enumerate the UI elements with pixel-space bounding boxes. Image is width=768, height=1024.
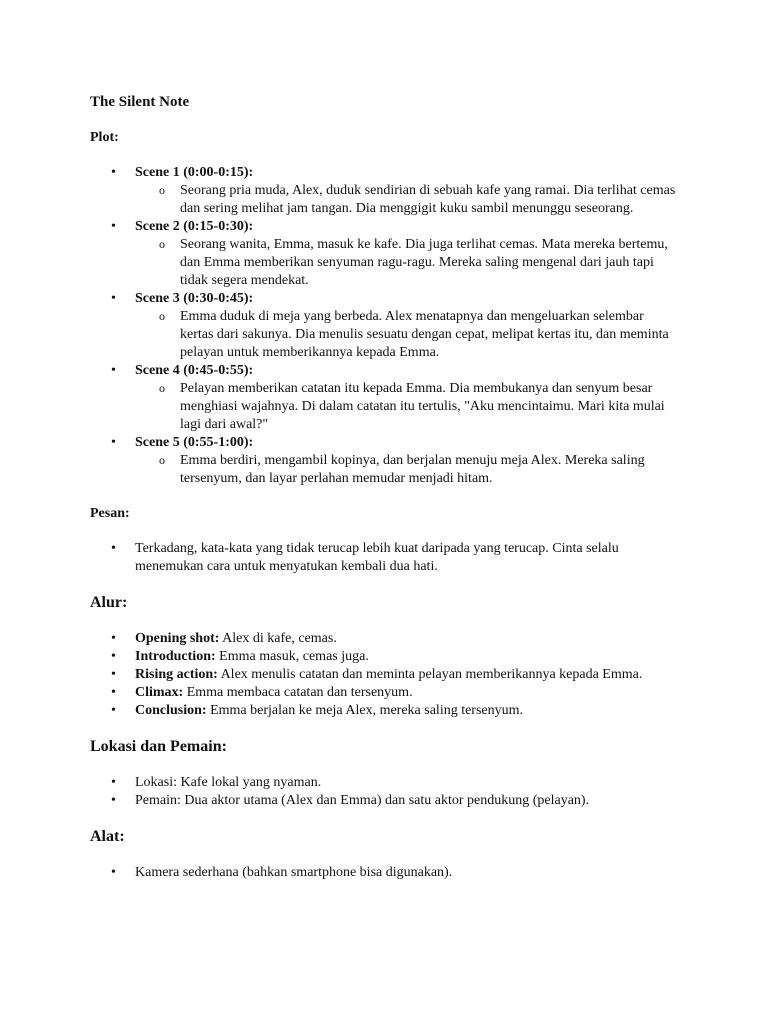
scene-heading: Scene 2 (0:15-0:30):: [135, 219, 254, 234]
alur-term: Rising action:: [135, 667, 218, 682]
lokasi-heading: Lokasi dan Pemain:: [90, 738, 227, 755]
scene-heading: Scene 4 (0:45-0:55):: [135, 363, 254, 378]
scene-detail: o Pelayan memberikan catatan itu kepada Emma. Dia membukanya dan senyum besar menghiasi wajahnya. Di dalam catatan itu tertulis, "Aku mencintaimu. Mari kita mulai lagi dari awal?": [135, 380, 680, 434]
scene-detail: o Emma berdiri, mengambil kopinya, dan berjalan menuju meja Alex. Mereka saling tersenyum, dan layar perlahan memudar menjadi hitam.: [135, 452, 680, 488]
alur-heading: Alur:: [90, 594, 128, 611]
pesan-list: [90, 540, 690, 576]
pemain-item: • Pemain: Dua aktor utama (Alex dan Emma) dan satu aktor pendukung (pelayan).: [90, 792, 690, 810]
pesan-label: Pesan:: [90, 506, 130, 521]
alur-item: [90, 648, 645, 666]
plot-scene-list: [90, 164, 690, 488]
alur-text: Emma masuk, cemas juga.: [215, 649, 369, 664]
scene-heading: Scene 3 (0:30-0:45):: [135, 291, 254, 306]
scene-detail: o Seorang wanita, Emma, masuk ke kafe. Dia juga terlihat cemas. Mata mereka bertemu, dan Emma memberikan senyuman ragu-ragu. Mereka saling mengenal dari jauh tapi tidak segera mendekat.: [135, 236, 680, 290]
alur-text: Alex di kafe, cemas.: [219, 631, 337, 646]
alat-list: [90, 864, 690, 882]
alat-item: • Kamera sederhana (bahkan smartphone bisa digunakan).: [90, 864, 690, 882]
scene-detail-list: [135, 236, 690, 290]
scene-detail-list: [135, 452, 690, 488]
scene-item: [90, 218, 690, 290]
scene-heading: Scene 5 (0:55-1:00):: [135, 435, 254, 450]
alat-heading: Alat:: [90, 828, 125, 845]
scene-heading: Scene 1 (0:00-0:15):: [135, 165, 254, 180]
scene-detail-list: [135, 182, 690, 218]
alur-text: Emma membaca catatan dan tersenyum.: [183, 685, 413, 700]
scene-item: [90, 362, 690, 434]
alur-text: Emma berjalan ke meja Alex, mereka saling tersenyum.: [206, 703, 524, 718]
alur-term: Conclusion:: [135, 703, 207, 718]
alur-item: [90, 702, 645, 720]
lokasi-item: • Lokasi: Kafe lokal yang nyaman.: [90, 774, 690, 792]
pesan-item: • Terkadang, kata-kata yang tidak terucap lebih kuat daripada yang terucap. Cinta selalu menemukan cara untuk menyatukan kembali dua hati.: [90, 540, 665, 576]
scene-item: [90, 434, 690, 488]
alur-term: Climax:: [135, 685, 184, 700]
document-page: [90, 92, 690, 882]
alur-item: [90, 684, 645, 702]
scene-detail: o Seorang pria muda, Alex, duduk sendirian di sebuah kafe yang ramai. Dia terlihat cemas dan sering melihat jam tangan. Dia menggigit kuku sambil menunggu seseorang.: [135, 182, 680, 218]
scene-item: [90, 164, 690, 218]
scene-detail-list: [135, 380, 690, 434]
alur-text: Alex menulis catatan dan meminta pelayan memberikannya kepada Emma.: [217, 667, 643, 682]
alur-item: [90, 630, 645, 648]
alur-term: Introduction:: [135, 649, 216, 664]
alur-item: [90, 666, 645, 684]
lokasi-list: [90, 774, 690, 810]
alur-list: [90, 630, 690, 720]
scene-detail-list: [135, 308, 690, 362]
scene-item: [90, 290, 690, 362]
plot-label: Plot:: [90, 130, 119, 145]
document-title: The Silent Note: [90, 94, 190, 110]
scene-detail: o Emma duduk di meja yang berbeda. Alex menatapnya dan mengeluarkan selembar kertas dari sakunya. Dia menulis sesuatu dengan cepat, melipat kertas itu, dan meminta pelayan untuk memberikannya kepada Emma.: [135, 308, 680, 362]
alur-term: Opening shot:: [135, 631, 220, 646]
